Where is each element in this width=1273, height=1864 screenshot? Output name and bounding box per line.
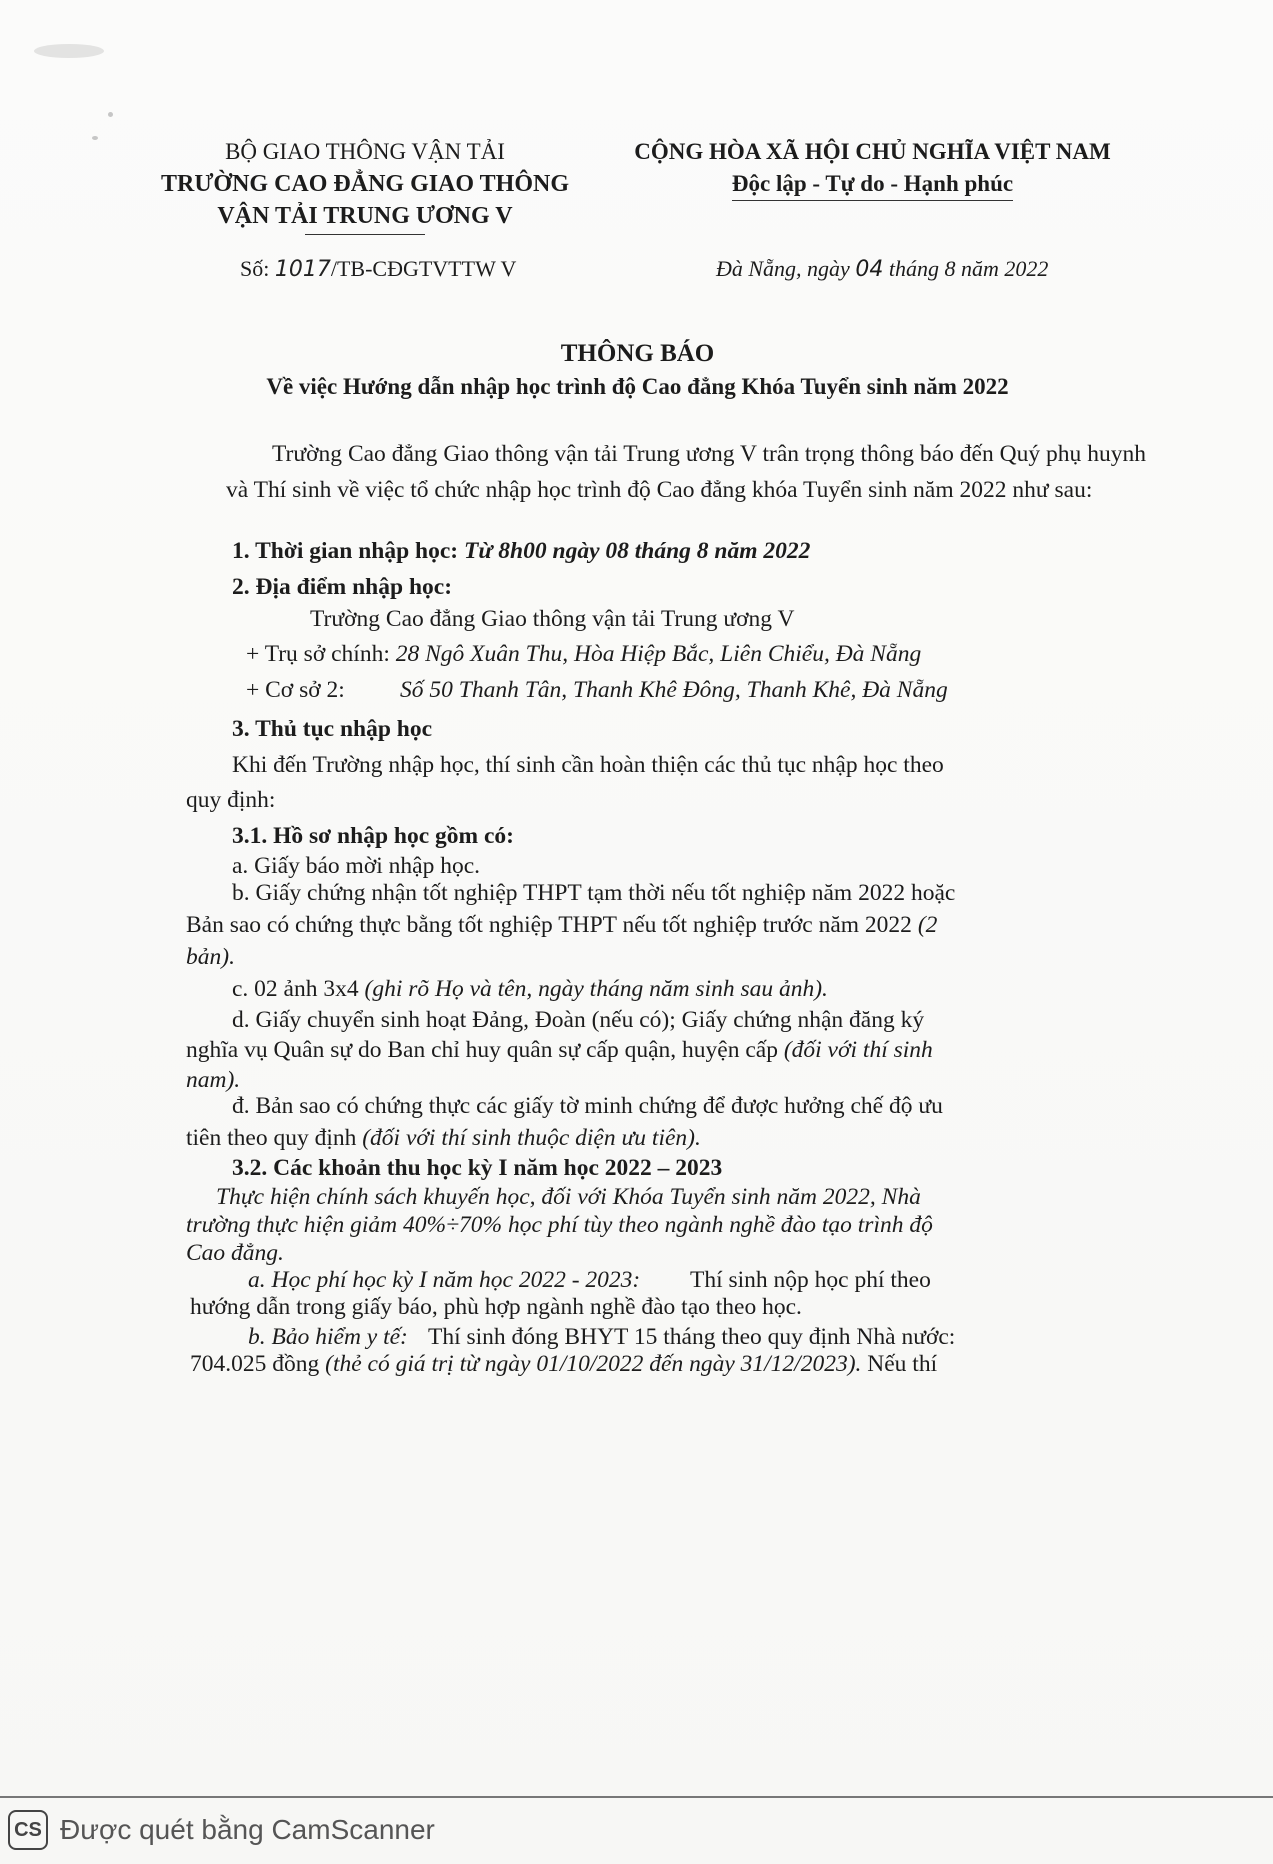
document-number: Số: 1017/TB-CĐGTVTTW V (240, 256, 517, 282)
item-d-cont: nghĩa vụ Quân sự do Ban chỉ huy quân sự cấp quận, huyện cấp (đối với thí sinh (186, 1037, 933, 1063)
scan-smudge (108, 112, 113, 117)
footer-divider (0, 1796, 1273, 1798)
national-motto: Độc lập - Tự do - Hạnh phúc (732, 168, 1013, 201)
item-d: d. Giấy chuyển sinh hoạt Đảng, Đoàn (nếu có); Giấy chứng nhận đăng ký (232, 1007, 925, 1033)
fee-a-text: Thí sinh nộp học phí theo (690, 1267, 931, 1293)
section-1 (232, 538, 810, 565)
section-3-label: 3. Thủ tục nhập học (232, 716, 433, 742)
section-1-value: Từ 8h00 ngày 08 tháng 8 năm 2022 (464, 538, 811, 564)
section-2-headquarters: + Trụ sở chính: 28 Ngô Xuân Thu, Hòa Hiệp Bắc, Liên Chiểu, Đà Nẵng (246, 641, 922, 667)
section-2-branch-address: Số 50 Thanh Tân, Thanh Khê Đông, Thanh Khê, Đà Nẵng (400, 677, 948, 703)
school-name-line1: TRƯỜNG CAO ĐẲNG GIAO THÔNG (160, 171, 570, 197)
fee-b: b. Bảo hiểm y tế: (248, 1324, 408, 1350)
item-c: c. 02 ảnh 3x4 (ghi rõ Họ và tên, ngày tháng năm sinh sau ảnh). (232, 976, 828, 1002)
item-d-cont2: nam). (186, 1067, 241, 1093)
item-b: b. Giấy chứng nhận tốt nghiệp THPT tạm thời nếu tốt nghiệp năm 2022 hoặc (232, 880, 956, 906)
intro-paragraph: Trường Cao đẳng Giao thông vận tải Trung ương V trân trọng thông báo đến Quý phụ huynh và Thí sinh về việc tổ chức nhập học trình độ Cao đẳng khóa Tuyển sinh năm 2022 như sau: (226, 441, 1146, 503)
item-dd-cont: tiên theo quy định (đối với thí sinh thuộc diện ưu tiên). (186, 1125, 701, 1151)
fee-a: a. Học phí học kỳ I năm học 2022 - 2023: (248, 1267, 641, 1293)
document-date: Đà Nẵng, ngày 04 tháng 8 năm 2022 (716, 256, 1049, 282)
section-3-intro-cont: quy định: (186, 787, 276, 813)
section-3-intro: Khi đến Trường nhập học, thí sinh cần hoàn thiện các thủ tục nhập học theo (232, 752, 944, 778)
scan-smudge (34, 44, 104, 58)
policy-line-cont2: Cao đẳng. (186, 1240, 284, 1266)
section-2-branch: + Cơ sở 2: (246, 677, 345, 703)
fee-a-cont: hướng dẫn trong giấy báo, phù hợp ngành nghề đào tạo theo học. (190, 1294, 802, 1320)
fee-b-text: Thí sinh đóng BHYT 15 tháng theo quy định Nhà nước: (428, 1324, 956, 1350)
handwritten-day: 04 (855, 257, 884, 282)
section-3-1-label: 3.1. Hồ sơ nhập học gồm có: (232, 823, 514, 849)
item-b-cont2: bản). (186, 944, 235, 970)
item-a: a. Giấy báo mời nhập học. (232, 853, 481, 879)
section-3-2-label: 3.2. Các khoản thu học kỳ I năm học 2022 – 2023 (232, 1155, 723, 1181)
document-subtitle: Về việc Hướng dẫn nhập học trình độ Cao đẳng Khóa Tuyển sinh năm 2022 (266, 374, 1009, 399)
policy-line-cont: trường thực hiện giảm 40%÷70% học phí tùy theo ngành nghề đào tạo trình độ (186, 1212, 933, 1238)
policy-line: Thực hiện chính sách khuyến học, đối với Khóa Tuyển sinh năm 2022, Nhà (216, 1184, 921, 1210)
camscanner-logo-icon: CS (8, 1810, 48, 1850)
fee-b-cont: 704.025 đồng (thẻ có giá trị từ ngày 01/10/2022 đến ngày 31/12/2023). Nếu thí (190, 1351, 938, 1377)
document-title: THÔNG BÁO (560, 340, 715, 367)
section-2-school: Trường Cao đẳng Giao thông vận tải Trung ương V (310, 606, 795, 632)
scan-smudge (92, 136, 98, 140)
national-heading (600, 136, 1145, 201)
item-b-cont: Bản sao có chứng thực bằng tốt nghiệp THPT nếu tốt nghiệp trước năm 2022 (2 (186, 912, 938, 938)
item-dd: đ. Bản sao có chứng thực các giấy tờ minh chứng để được hưởng chế độ ưu (232, 1093, 943, 1119)
handwritten-number: 1017 (274, 257, 331, 282)
issuer-underline (305, 234, 425, 235)
ministry-name: BỘ GIAO THÔNG VẬN TẢI (225, 139, 505, 164)
school-name-line2: VẬN TẢI TRUNG ƯƠNG V (217, 203, 513, 229)
section-2-label: 2. Địa điểm nhập học: (232, 574, 453, 600)
country-name: CỘNG HÒA XÃ HỘI CHỦ NGHĨA VIỆT NAM (634, 139, 1111, 164)
issuer-block (130, 136, 600, 235)
section-1-label: 1. Thời gian nhập học: (232, 538, 464, 564)
camscanner-watermark: Được quét bằng CamScanner (60, 1814, 435, 1845)
